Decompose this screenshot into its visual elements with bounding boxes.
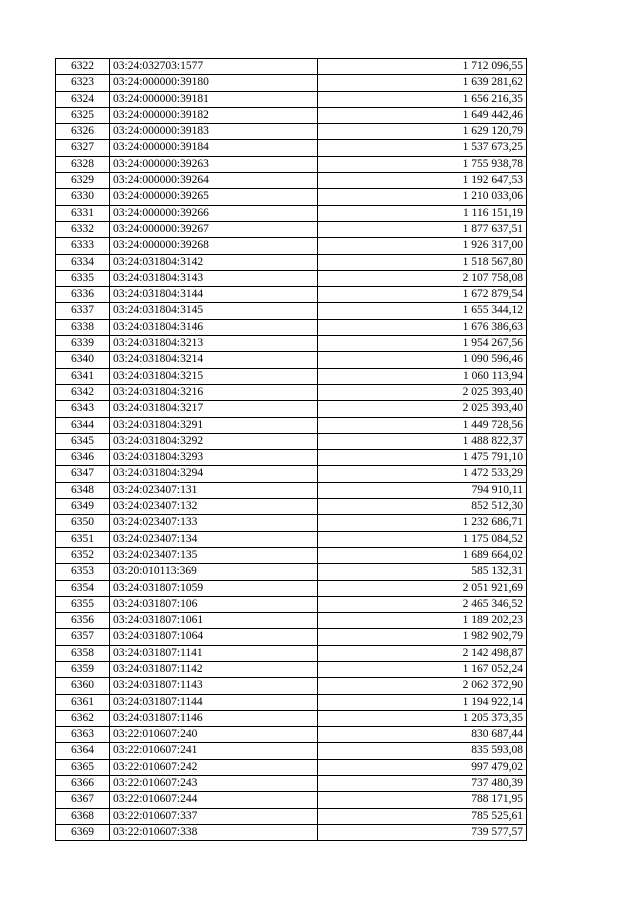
cadastral-value: 1 205 373,35 <box>318 710 527 726</box>
cadastral-value: 785 525,61 <box>318 808 527 824</box>
row-number: 6346 <box>56 450 110 466</box>
row-number: 6328 <box>56 156 110 172</box>
row-number: 6332 <box>56 221 110 237</box>
cadastral-value: 737 480,39 <box>318 776 527 792</box>
table-row <box>56 140 527 156</box>
table-row <box>56 824 527 840</box>
cadastral-value: 794 910,11 <box>318 482 527 498</box>
cadastral-value: 1 639 281,62 <box>318 75 527 91</box>
row-number: 6348 <box>56 482 110 498</box>
cadastral-value: 1 060 113,94 <box>318 368 527 384</box>
table-row <box>56 221 527 237</box>
cadastral-number: 03:24:031807:1143 <box>110 678 318 694</box>
row-number: 6352 <box>56 547 110 563</box>
table-row <box>56 645 527 661</box>
table-row <box>56 613 527 629</box>
cadastral-value: 788 171,95 <box>318 792 527 808</box>
cadastral-number: 03:24:000000:39265 <box>110 189 318 205</box>
cadastral-number: 03:24:031804:3292 <box>110 433 318 449</box>
table-row <box>56 580 527 596</box>
table-row <box>56 368 527 384</box>
row-number: 6338 <box>56 319 110 335</box>
cadastral-value: 2 025 393,40 <box>318 401 527 417</box>
table-row <box>56 91 527 107</box>
cadastral-number: 03:22:010607:240 <box>110 727 318 743</box>
cadastral-value: 1 232 686,71 <box>318 515 527 531</box>
cadastral-value: 2 107 758,08 <box>318 270 527 286</box>
cadastral-number: 03:24:023407:134 <box>110 531 318 547</box>
cadastral-number: 03:24:031807:1144 <box>110 694 318 710</box>
row-number: 6356 <box>56 613 110 629</box>
cadastral-number: 03:22:010607:337 <box>110 808 318 824</box>
cadastral-value: 2 051 921,69 <box>318 580 527 596</box>
table-row <box>56 189 527 205</box>
row-number: 6341 <box>56 368 110 384</box>
row-number: 6330 <box>56 189 110 205</box>
row-number: 6323 <box>56 75 110 91</box>
row-number: 6345 <box>56 433 110 449</box>
row-number: 6329 <box>56 173 110 189</box>
table-row <box>56 433 527 449</box>
cadastral-number: 03:24:031804:3215 <box>110 368 318 384</box>
cadastral-value: 1 175 084,52 <box>318 531 527 547</box>
cadastral-number: 03:24:000000:39182 <box>110 107 318 123</box>
table-row <box>56 384 527 400</box>
row-number: 6363 <box>56 727 110 743</box>
cadastral-value: 1 676 386,63 <box>318 319 527 335</box>
cadastral-number: 03:20:010113:369 <box>110 564 318 580</box>
table-row <box>56 173 527 189</box>
cadastral-number: 03:24:031807:1059 <box>110 580 318 596</box>
row-number: 6337 <box>56 303 110 319</box>
cadastral-number: 03:24:023407:135 <box>110 547 318 563</box>
table-row <box>56 596 527 612</box>
cadastral-number: 03:24:031804:3291 <box>110 417 318 433</box>
row-number: 6340 <box>56 352 110 368</box>
cadastral-value: 739 577,57 <box>318 824 527 840</box>
table-row <box>56 59 527 75</box>
table-row <box>56 547 527 563</box>
table-row <box>56 629 527 645</box>
table-row <box>56 515 527 531</box>
cadastral-number: 03:24:031807:1061 <box>110 613 318 629</box>
row-number: 6369 <box>56 824 110 840</box>
cadastral-value: 2 465 346,52 <box>318 596 527 612</box>
cadastral-number: 03:24:031804:3143 <box>110 270 318 286</box>
table-row <box>56 287 527 303</box>
cadastral-value: 1 712 096,55 <box>318 59 527 75</box>
row-number: 6351 <box>56 531 110 547</box>
cadastral-value: 1 629 120,79 <box>318 124 527 140</box>
table-row <box>56 450 527 466</box>
cadastral-number: 03:24:000000:39264 <box>110 173 318 189</box>
table-row <box>56 254 527 270</box>
row-number: 6358 <box>56 645 110 661</box>
row-number: 6326 <box>56 124 110 140</box>
table-row <box>56 759 527 775</box>
row-number: 6324 <box>56 91 110 107</box>
cadastral-value: 2 142 498,87 <box>318 645 527 661</box>
cadastral-number: 03:24:031804:3293 <box>110 450 318 466</box>
cadastral-number: 03:24:031804:3142 <box>110 254 318 270</box>
cadastral-number: 03:24:031807:1146 <box>110 710 318 726</box>
cadastral-number: 03:24:031804:3216 <box>110 384 318 400</box>
cadastral-value: 1 518 567,80 <box>318 254 527 270</box>
table-row <box>56 661 527 677</box>
table-row <box>56 466 527 482</box>
cadastral-number: 03:24:031807:1141 <box>110 645 318 661</box>
cadastral-value: 1 537 673,25 <box>318 140 527 156</box>
row-number: 6344 <box>56 417 110 433</box>
row-number: 6325 <box>56 107 110 123</box>
table-row <box>56 531 527 547</box>
cadastral-number: 03:24:000000:39266 <box>110 205 318 221</box>
cadastral-value: 1 167 052,24 <box>318 661 527 677</box>
cadastral-value: 1 689 664,02 <box>318 547 527 563</box>
row-number: 6350 <box>56 515 110 531</box>
row-number: 6362 <box>56 710 110 726</box>
row-number: 6343 <box>56 401 110 417</box>
cadastral-value: 1 982 902,79 <box>318 629 527 645</box>
cadastral-value: 585 132,31 <box>318 564 527 580</box>
cadastral-value: 2 062 372,90 <box>318 678 527 694</box>
row-number: 6359 <box>56 661 110 677</box>
table-row <box>56 205 527 221</box>
cadastral-number: 03:22:010607:244 <box>110 792 318 808</box>
cadastral-number: 03:24:031804:3145 <box>110 303 318 319</box>
cadastral-number: 03:24:032703:1577 <box>110 59 318 75</box>
table-row <box>56 319 527 335</box>
cadastral-number: 03:24:031804:3146 <box>110 319 318 335</box>
cadastral-number: 03:24:031804:3214 <box>110 352 318 368</box>
cadastral-number: 03:22:010607:242 <box>110 759 318 775</box>
table-row <box>56 417 527 433</box>
cadastral-number: 03:24:000000:39181 <box>110 91 318 107</box>
cadastral-value: 1 194 922,14 <box>318 694 527 710</box>
cadastral-value-table <box>55 58 527 841</box>
cadastral-number: 03:24:000000:39263 <box>110 156 318 172</box>
table-row <box>56 336 527 352</box>
table-row <box>56 270 527 286</box>
table-row <box>56 727 527 743</box>
cadastral-value: 1 192 647,53 <box>318 173 527 189</box>
cadastral-number: 03:24:000000:39184 <box>110 140 318 156</box>
cadastral-number: 03:24:000000:39180 <box>110 75 318 91</box>
row-number: 6357 <box>56 629 110 645</box>
cadastral-value: 830 687,44 <box>318 727 527 743</box>
row-number: 6347 <box>56 466 110 482</box>
row-number: 6353 <box>56 564 110 580</box>
table-row <box>56 75 527 91</box>
row-number: 6331 <box>56 205 110 221</box>
cadastral-number: 03:24:031807:106 <box>110 596 318 612</box>
row-number: 6335 <box>56 270 110 286</box>
cadastral-value: 1 189 202,23 <box>318 613 527 629</box>
cadastral-number: 03:24:031804:3217 <box>110 401 318 417</box>
cadastral-number: 03:24:031807:1142 <box>110 661 318 677</box>
cadastral-value: 1 472 533,29 <box>318 466 527 482</box>
cadastral-number: 03:24:031807:1064 <box>110 629 318 645</box>
cadastral-number: 03:24:023407:131 <box>110 482 318 498</box>
cadastral-value: 1 449 728,56 <box>318 417 527 433</box>
table-row <box>56 564 527 580</box>
cadastral-number: 03:24:023407:133 <box>110 515 318 531</box>
cadastral-value: 1 488 822,37 <box>318 433 527 449</box>
table-body <box>56 59 527 841</box>
cadastral-value: 835 593,08 <box>318 743 527 759</box>
table-row <box>56 743 527 759</box>
cadastral-value: 1 090 596,46 <box>318 352 527 368</box>
table-row <box>56 499 527 515</box>
row-number: 6355 <box>56 596 110 612</box>
table-row <box>56 482 527 498</box>
row-number: 6322 <box>56 59 110 75</box>
cadastral-number: 03:24:031804:3144 <box>110 287 318 303</box>
row-number: 6364 <box>56 743 110 759</box>
row-number: 6361 <box>56 694 110 710</box>
cadastral-value: 1 672 879,54 <box>318 287 527 303</box>
cadastral-value: 1 475 791,10 <box>318 450 527 466</box>
row-number: 6339 <box>56 336 110 352</box>
table-row <box>56 710 527 726</box>
row-number: 6354 <box>56 580 110 596</box>
table-row <box>56 107 527 123</box>
cadastral-value: 2 025 393,40 <box>318 384 527 400</box>
cadastral-number: 03:24:031804:3213 <box>110 336 318 352</box>
table-row <box>56 776 527 792</box>
row-number: 6368 <box>56 808 110 824</box>
table-row <box>56 678 527 694</box>
cadastral-value: 852 512,30 <box>318 499 527 515</box>
table-row <box>56 156 527 172</box>
cadastral-number: 03:22:010607:243 <box>110 776 318 792</box>
cadastral-number: 03:22:010607:338 <box>110 824 318 840</box>
row-number: 6333 <box>56 238 110 254</box>
row-number: 6334 <box>56 254 110 270</box>
row-number: 6327 <box>56 140 110 156</box>
cadastral-value: 1 954 267,56 <box>318 336 527 352</box>
cadastral-number: 03:24:023407:132 <box>110 499 318 515</box>
table-row <box>56 238 527 254</box>
cadastral-value: 1 116 151,19 <box>318 205 527 221</box>
table-row <box>56 694 527 710</box>
cadastral-value: 1 877 637,51 <box>318 221 527 237</box>
row-number: 6360 <box>56 678 110 694</box>
row-number: 6342 <box>56 384 110 400</box>
row-number: 6367 <box>56 792 110 808</box>
cadastral-value: 1 926 317,00 <box>318 238 527 254</box>
table-row <box>56 401 527 417</box>
row-number: 6349 <box>56 499 110 515</box>
table-row <box>56 124 527 140</box>
cadastral-number: 03:24:000000:39267 <box>110 221 318 237</box>
row-number: 6366 <box>56 776 110 792</box>
cadastral-number: 03:24:000000:39268 <box>110 238 318 254</box>
cadastral-value: 997 479,02 <box>318 759 527 775</box>
cadastral-value: 1 656 216,35 <box>318 91 527 107</box>
cadastral-value: 1 210 033,06 <box>318 189 527 205</box>
table-row <box>56 808 527 824</box>
table-row <box>56 352 527 368</box>
cadastral-number: 03:24:031804:3294 <box>110 466 318 482</box>
table-row <box>56 792 527 808</box>
table-row <box>56 303 527 319</box>
cadastral-value: 1 649 442,46 <box>318 107 527 123</box>
row-number: 6336 <box>56 287 110 303</box>
cadastral-number: 03:24:000000:39183 <box>110 124 318 140</box>
cadastral-value: 1 655 344,12 <box>318 303 527 319</box>
cadastral-number: 03:22:010607:241 <box>110 743 318 759</box>
row-number: 6365 <box>56 759 110 775</box>
cadastral-value: 1 755 938,78 <box>318 156 527 172</box>
